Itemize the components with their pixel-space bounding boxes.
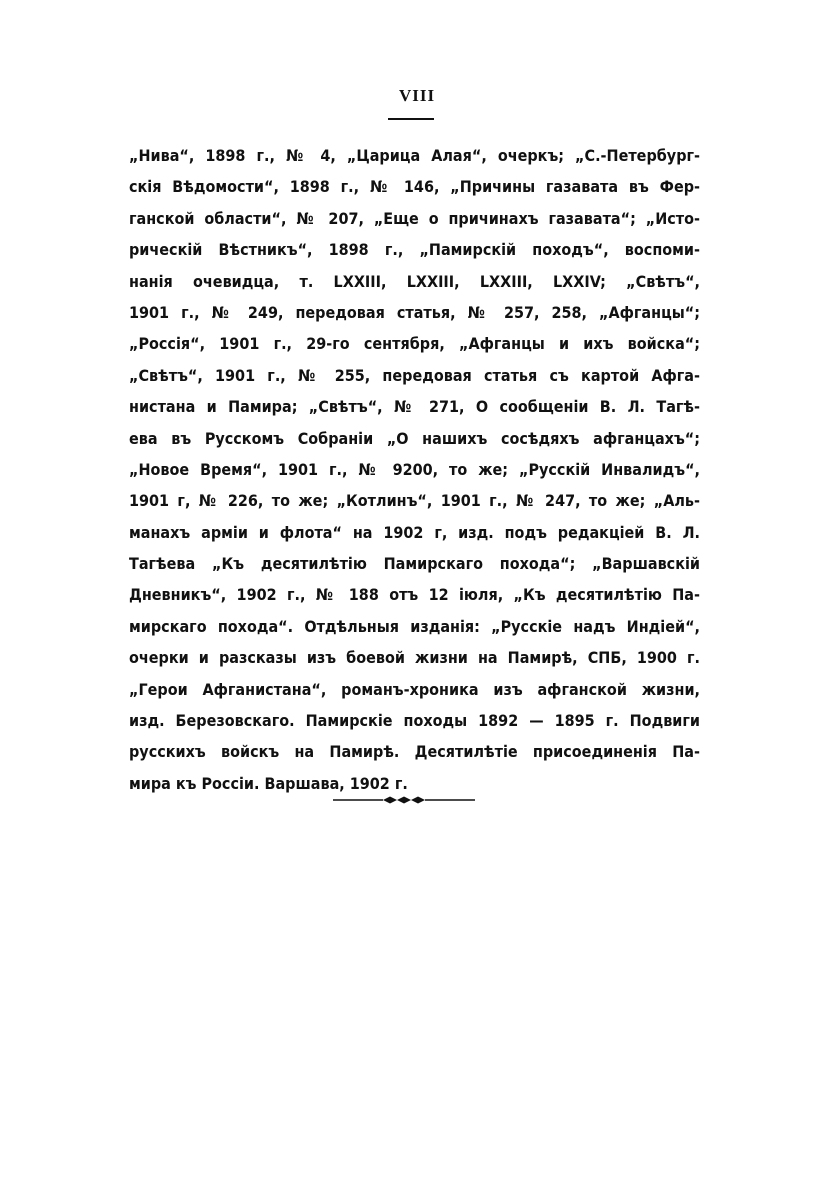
text-line: 1901 г., № 249, передовая статья, № 257, 258, „Афганцы“;	[129, 302, 700, 322]
text-line: нистана и Памира; „Свѣтъ“, № 271, О сообщеніи В. Л. Тагѣ-	[129, 397, 700, 417]
text-line: Дневникъ“, 1902 г., № 188 отъ 12 іюля, „Къ десятилѣтію Па-	[129, 585, 700, 605]
text-line: мира къ Россіи. Варшава, 1902 г.	[129, 773, 408, 793]
text-line: Тагѣева „Къ десятилѣтію Памирскаго похода“; „Варшавскій	[129, 554, 700, 574]
page-number-underline	[388, 118, 434, 120]
text-line: „Россія“, 1901 г., 29-го сентября, „Афганцы и ихъ войска“;	[129, 334, 700, 354]
text-line: нанія очевидца, т. LXXIII, LXXIII, LXXIII, LXXIV; „Свѣтъ“,	[129, 271, 700, 291]
text-line: „Нива“, 1898 г., № 4, „Царица Алая“, очеркъ; „С.-Петербург-	[129, 146, 700, 165]
text-line: русскихъ войскъ на Памирѣ. Десятилѣтіе присоединенія Па-	[129, 742, 700, 762]
text-line: „Новое Время“, 1901 г., № 9200, то же; „Русскій Инвалидъ“,	[129, 459, 700, 479]
text-line: ганской области“, № 207, „Еще о причинахъ газавата“; „Исто-	[129, 208, 700, 228]
text-line: манахъ арміи и флота“ на 1902 г, изд. подъ редакціей В. Л.	[129, 522, 700, 542]
text-line: мирскаго похода“. Отдѣльныя изданія: „Русскіе надъ Индіей“,	[129, 616, 700, 636]
text-line: скія Вѣдомости“, 1898 г., № 146, „Причины газавата въ Фер-	[129, 177, 700, 197]
text-line: очерки и разсказы изъ боевой жизни на Памирѣ, СПБ, 1900 г.	[129, 648, 700, 668]
text-line: „Герои Афганистана“, романъ-хроника изъ афганской жизни,	[129, 679, 700, 699]
ornamental-divider	[333, 792, 475, 808]
text-line: ева въ Русскомъ Собраніи „О нашихъ сосѣдяхъ афганцахъ“;	[129, 428, 700, 448]
text-line: изд. Березовскаго. Памирскіе походы 1892 — 1895 г. Подвиги	[129, 711, 700, 731]
text-line: рическій Вѣстникъ“, 1898 г., „Памирскій походъ“, воспоми-	[129, 240, 700, 260]
text-line: 1901 г, № 226, то же; „Котлинъ“, 1901 г., № 247, то же; „Аль-	[129, 491, 700, 511]
page-number: VIII	[398, 86, 436, 105]
text-line: „Свѣтъ“, 1901 г., № 255, передовая статья съ картой Афга-	[129, 365, 700, 385]
bibliography-paragraph	[129, 140, 700, 799]
